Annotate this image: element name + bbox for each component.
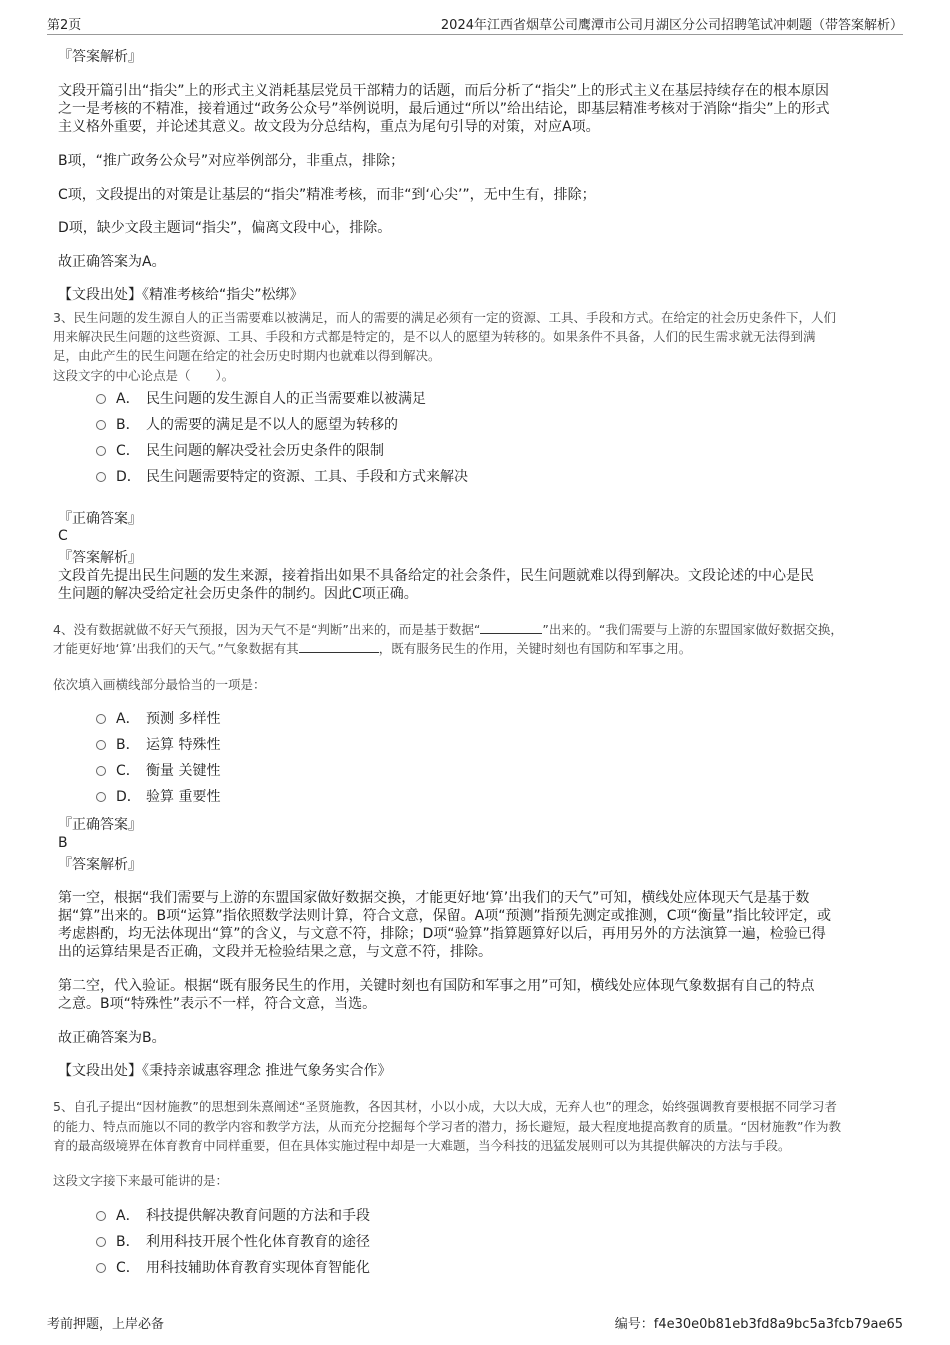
q4-stem-text: ，既有服务民生的作用，关键时刻也有国防和军事之用。 — [378, 641, 692, 656]
q4-option-d[interactable] — [96, 788, 220, 806]
option-text: 运算 特殊性 — [146, 737, 221, 753]
q3-option-a[interactable] — [96, 390, 426, 408]
q3-option-b[interactable] — [96, 416, 398, 434]
radio-icon[interactable] — [96, 792, 106, 802]
radio-icon[interactable] — [96, 420, 106, 430]
q3-option-d[interactable] — [96, 468, 468, 486]
q4-stem-line — [53, 640, 691, 657]
q5-option-a[interactable] — [96, 1207, 370, 1225]
q4-answer-label: 『正确答案』 — [58, 817, 142, 833]
q3-question: 这段文字的中心论点是（ ）。 — [53, 368, 235, 383]
q5-prompt: 这段文字接下来最可能讲的是： — [53, 1173, 229, 1188]
q4-option-c[interactable] — [96, 762, 220, 780]
radio-icon[interactable] — [96, 714, 106, 724]
q4-analysis-line: 出的运算结果是否正确，文段并无检验结果之意，与文意不符，排除。 — [58, 944, 492, 960]
page-header — [47, 12, 903, 35]
q3-answer-label: 『正确答案』 — [58, 511, 142, 527]
q4-analysis-label: 『答案解析』 — [58, 857, 142, 873]
q5-stem-line: 5、自孔子提出“因材施教”的思想到朱熹阐述“圣贤施教，各因其材，小以小成，大以大成，无弃人也”的理念，始终强调教育要根据不同学习者 — [53, 1099, 837, 1114]
option-letter: D． — [116, 469, 141, 485]
option-letter: A． — [116, 391, 140, 407]
option-letter: B． — [116, 417, 140, 433]
q4-blank-1 — [480, 621, 542, 634]
option-letter: C． — [116, 1260, 140, 1276]
q2-option-d-analysis: D项，缺少文段主题词“指尖”，偏离文段中心，排除。 — [58, 220, 392, 236]
q4-analysis-line: 考虑斟酌，均无法体现出“算”的含义，与文意不符，排除；D项“验算”指算题算好以后，再用另外的方法演算一遍，检验已得 — [58, 926, 826, 942]
footer-slogan: 考前押题，上岸必备 — [47, 1317, 165, 1332]
option-text: 用科技辅助体育教育实现体育智能化 — [146, 1260, 370, 1276]
q4-stem-line — [53, 621, 843, 638]
q2-analysis-line: 之一是考核的不精准，接着通过“政务公众号”举例说明，最后通过“所以”给出结论，即基层精准考核对于消除“指尖”上的形式 — [58, 101, 830, 117]
q4-analysis-line: 第一空，根据“我们需要与上游的东盟国家做好数据交换，才能更好地‘算’出我们的天气”可知，横线处应体现天气是基于数 — [58, 890, 810, 906]
q4-prompt: 依次填入画横线部分最恰当的一项是： — [53, 677, 266, 692]
radio-icon[interactable] — [96, 1211, 106, 1221]
q5-stem-line: 育的最高级境界在体育教育中同样重要，但在具体实施过程中却是一大难题，当今科技的迅猛发展则可以为其提供解决的方法与手段。 — [53, 1138, 791, 1153]
q4-analysis-line: 之意。B项“特殊性”表示不一样，符合文意，当选。 — [58, 996, 377, 1012]
q3-stem-line: 用来解决民生问题的这些资源、工具、手段和方式都是特定的，是不以人的愿望为转移的。如果条件不具备，人们的民生需求就无法得到满 — [53, 329, 816, 344]
q5-option-b[interactable] — [96, 1233, 370, 1251]
option-text: 验算 重要性 — [146, 789, 221, 805]
q5-stem-line: 的能力、特点而施以不同的教学内容和教学方法，从而充分挖掘每个学习者的潜力，扬长避短，最大程度地提高教育的质量。“因材施教”作为教 — [53, 1119, 841, 1134]
q4-option-a[interactable] — [96, 710, 220, 728]
radio-icon[interactable] — [96, 1263, 106, 1273]
option-text: 民生问题需要特定的资源、工具、手段和方式来解决 — [146, 469, 468, 485]
q4-stem-text: 才能更好地‘算’出我们的天气。”气象数据有其 — [53, 641, 299, 656]
q4-blank-2 — [299, 640, 379, 653]
option-letter: B． — [116, 1234, 140, 1250]
radio-icon[interactable] — [96, 766, 106, 776]
document-title: 2024年江西省烟草公司鹰潭市公司月湖区分公司招聘笔试冲刺题（带答案解析） — [440, 18, 903, 33]
radio-icon[interactable] — [96, 394, 106, 404]
q5-option-c[interactable] — [96, 1259, 370, 1277]
radio-icon[interactable] — [96, 472, 106, 482]
page-number: 第2页 — [47, 18, 82, 33]
option-text: 预测 多样性 — [146, 711, 221, 727]
option-letter: C． — [116, 763, 140, 779]
q4-analysis-line: 据“算”出来的。B项“运算”指依照数学法则计算，符合文意，保留。A项“预测”指预先测定或推测，C项“衡量”指比较评定，或 — [58, 908, 831, 924]
q2-conclusion: 故正确答案为A。 — [58, 254, 166, 270]
q3-stem-line: 3、民生问题的发生源自人的正当需要难以被满足，而人的需要的满足必须有一定的资源、工具、手段和方式。在给定的社会历史条件下，人们 — [53, 310, 836, 325]
q4-conclusion: 故正确答案为B。 — [58, 1030, 166, 1046]
q3-answer: C — [58, 528, 68, 544]
q2-analysis-line: 文段开篇引出“指尖”上的形式主义消耗基层党员干部精力的话题，而后分析了“指尖”上的形式主义在基层持续存在的根本原因 — [58, 83, 830, 99]
option-text: 民生问题的发生源自人的正当需要难以被满足 — [146, 391, 426, 407]
radio-icon[interactable] — [96, 446, 106, 456]
option-text: 利用科技开展个性化体育教育的途径 — [146, 1234, 370, 1250]
q2-option-c-analysis: C项，文段提出的对策是让基层的“指尖”精准考核，而非“到‘心尖’”，无中生有，排除； — [58, 187, 596, 203]
option-text: 人的需要的满足是不以人的愿望为转移的 — [146, 417, 398, 433]
option-text: 科技提供解决教育问题的方法和手段 — [146, 1208, 370, 1224]
option-letter: D． — [116, 789, 141, 805]
option-letter: A． — [116, 711, 140, 727]
q2-analysis-label: 『答案解析』 — [58, 49, 142, 65]
option-letter: A． — [116, 1208, 140, 1224]
q3-option-c[interactable] — [96, 442, 384, 460]
option-letter: C． — [116, 443, 140, 459]
q3-stem-line: 足，由此产生的民生问题在给定的社会历史时期内也就难以得到解决。 — [53, 348, 441, 363]
q4-analysis-line: 第二空，代入验证。根据“既有服务民生的作用，关键时刻也有国防和军事之用”可知，横线处应体现气象数据有自己的特点 — [58, 978, 815, 994]
q4-source: 【文段出处】《秉持亲诚惠容理念 推进气象务实合作》 — [58, 1063, 392, 1079]
option-letter: B． — [116, 737, 140, 753]
q2-analysis-line: 主义格外重要，并论述其意义。故文段为分总结构，重点为尾句引导的对策，对应A项。 — [58, 119, 600, 135]
q4-answer: B — [58, 835, 68, 851]
q4-stem-text: ”出来的。“我们需要与上游的东盟国家做好数据交换， — [542, 622, 843, 637]
document-id: 编号：f4e30e0b81eb3fd8a9bc5a3fcb79ae65 — [614, 1317, 903, 1332]
q2-option-b-analysis: B项，“推广政务公众号”对应举例部分，非重点，排除； — [58, 153, 405, 169]
option-text: 衡量 关键性 — [146, 763, 221, 779]
radio-icon[interactable] — [96, 740, 106, 750]
q4-stem-text: 4、没有数据就做不好天气预报，因为天气不是“判断”出来的，而是基于数据“ — [53, 622, 481, 637]
radio-icon[interactable] — [96, 1237, 106, 1247]
q3-analysis-line: 生问题的解决受给定社会历史条件的制约。因此C项正确。 — [58, 586, 418, 602]
q2-source: 【文段出处】《精准考核给“指尖”松绑》 — [58, 287, 304, 303]
q4-option-b[interactable] — [96, 736, 220, 754]
option-text: 民生问题的解决受社会历史条件的限制 — [146, 443, 384, 459]
q3-analysis-label: 『答案解析』 — [58, 550, 142, 566]
q3-analysis-line: 文段首先提出民生问题的发生来源，接着指出如果不具备给定的社会条件，民生问题就难以得到解决。文段论述的中心是民 — [58, 568, 814, 584]
